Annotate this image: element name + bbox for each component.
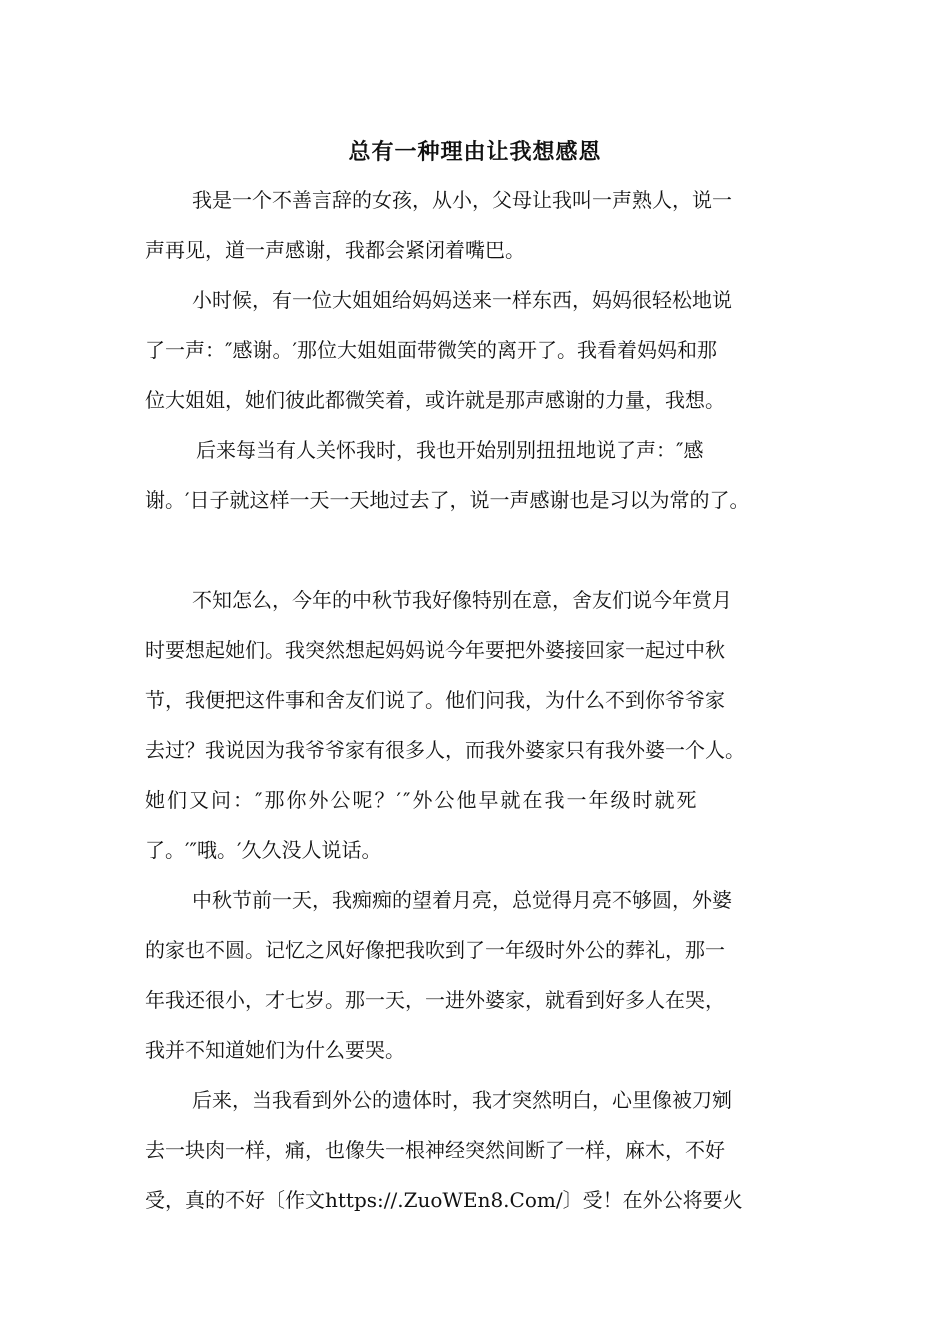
text-line: 节，我便把这件事和舍友们说了。他们问我，为什么不到你爷爷家	[145, 688, 725, 712]
text-line: 了一声：″感谢。′那位大姐姐面带微笑的离开了。我看着妈妈和那	[145, 338, 718, 362]
text-line: 了。′″哦。′久久没人说话。	[145, 838, 382, 862]
text-line: 的家也不圆。记忆之风好像把我吹到了一年级时外公的葬礼，那一	[145, 938, 725, 962]
text-line: 去一块肉一样，痛，也像失一根神经突然间断了一样，麻木，不好	[145, 1138, 725, 1162]
text-line: 年我还很小，才七岁。那一天，一进外婆家，就看到好多人在哭，	[145, 988, 725, 1012]
text-line: 小时候，有一位大姐姐给妈妈送来一样东西，妈妈很轻松地说	[192, 288, 732, 312]
text-line: 我并不知道她们为什么要哭。	[145, 1038, 405, 1062]
document-title: 总有一种理由让我想感恩	[348, 139, 602, 165]
text-line: 受，真的不好〔作文https://.ZuoWEn8.Com/〕受！在外公将要火	[145, 1188, 743, 1212]
text-line: 我是一个不善言辞的女孩，从小，父母让我叫一声熟人，说一	[192, 188, 732, 212]
text-line: 她们又问：″那你外公呢？′″外公他早就在我一年级时就死	[145, 788, 699, 812]
text-line: 去过？我说因为我爷爷家有很多人，而我外婆家只有我外婆一个人。	[145, 738, 745, 762]
text-line: 谢。′日子就这样一天一天地过去了，说一声感谢也是习以为常的了。	[145, 488, 750, 512]
text-line: 后来每当有人关怀我时，我也开始别别扭扭地说了声：″感	[196, 438, 704, 462]
text-line: 中秋节前一天，我痴痴的望着月亮，总觉得月亮不够圆，外婆	[192, 888, 732, 912]
text-line: 后来，当我看到外公的遗体时，我才突然明白，心里像被刀剜	[192, 1088, 732, 1112]
text-line: 不知怎么，今年的中秋节我好像特别在意，舍友们说今年赏月	[192, 588, 732, 612]
text-line: 声再见，道一声感谢，我都会紧闭着嘴巴。	[145, 238, 525, 262]
text-line: 时要想起她们。我突然想起妈妈说今年要把外婆接回家一起过中秋	[145, 638, 725, 662]
text-line: 位大姐姐，她们彼此都微笑着，或许就是那声感谢的力量，我想。	[145, 388, 725, 412]
